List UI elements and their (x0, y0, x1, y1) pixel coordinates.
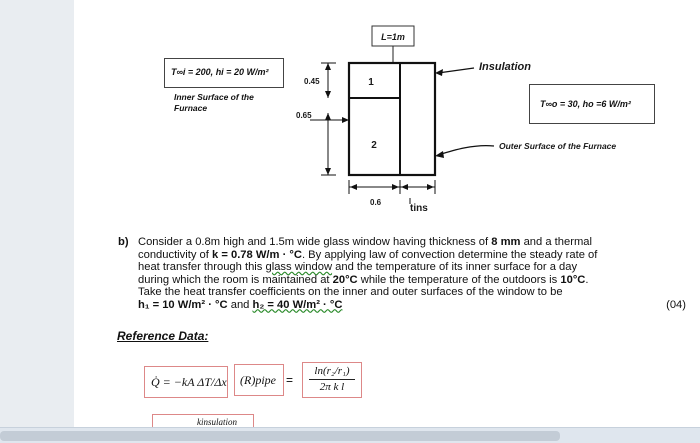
equation-1-box (144, 366, 228, 398)
equation-2-left: (R)pipe (240, 373, 276, 387)
region-1-label: 1 (368, 77, 374, 88)
document-page (74, 0, 700, 428)
line-3a: heat transfer through this (138, 261, 266, 273)
problem-prefix: b) (118, 236, 129, 248)
equation-3: kinsulation (197, 417, 237, 427)
marks: (04) (666, 298, 686, 311)
dim-06: 0.6 (370, 198, 382, 207)
length-label: L=1m (381, 32, 405, 42)
outer-surface-label: Outer Surface of the Furnace (499, 141, 617, 151)
outer-conditions: T∞o = 30, ho =6 W/m² (540, 99, 631, 109)
inner-surface-label: Inner Surface of the Furnace (174, 92, 254, 113)
outdoor-temp: 10°C (560, 273, 586, 286)
equation-2-numerator: ln(r₂/r₁) (314, 365, 350, 377)
reference-title: Reference Data: (117, 329, 209, 343)
room-temp: 20°C (332, 273, 358, 286)
equation-2-denominator: 2π k l (319, 381, 345, 393)
line-4a: during which the room is maintained at (138, 273, 333, 286)
line-5: Take the heat transfer coefficients on the inner and outer surfaces of the window to be (138, 286, 563, 298)
outer-conditions-box (529, 84, 655, 124)
h2: h₂ = 40 W/m² · °C (252, 298, 343, 311)
line-2b: . By applying law of convection determine the steady rate of (301, 248, 598, 261)
equation-2-box (234, 364, 284, 396)
dim-065: 0.65 (296, 111, 312, 120)
thickness: 8 mm (491, 236, 521, 248)
line-4b: while the temperature of the outdoors is (357, 273, 561, 286)
inner-conditions: T∞i = 200, hi = 20 W/m² (171, 67, 269, 77)
line-2a: conductivity of (138, 248, 212, 261)
insulation-label: Insulation (479, 61, 531, 73)
equation-2-fraction-box (302, 362, 362, 398)
line-3b: and the temperature of its inner surface for a day (332, 261, 578, 273)
horizontal-scrollbar[interactable] (0, 427, 700, 443)
dim-045: 0.45 (304, 77, 320, 86)
h1: h₁ = 10 W/m² · °C (138, 298, 228, 311)
region-2-label: 2 (371, 140, 377, 151)
line-4c: . (585, 273, 589, 286)
equation-1: Q̇ = −kA ΔT/Δx (151, 375, 227, 389)
wall-outline (349, 63, 435, 175)
scrollbar-thumb[interactable] (0, 431, 560, 441)
line-1: Consider a 0.8m high and 1.5m wide glass window having thickness of (138, 236, 492, 248)
tins-label: tins (410, 203, 428, 214)
equals-sign: = (286, 373, 294, 387)
line-1b: and a thermal (520, 236, 592, 248)
line-3u: glass window (265, 261, 333, 273)
conductivity: k = 0.78 W/m · °C (212, 248, 302, 261)
equation-3-box (152, 414, 254, 428)
problem-text (118, 236, 692, 311)
and: and (227, 298, 253, 311)
inner-conditions-box (164, 58, 284, 88)
